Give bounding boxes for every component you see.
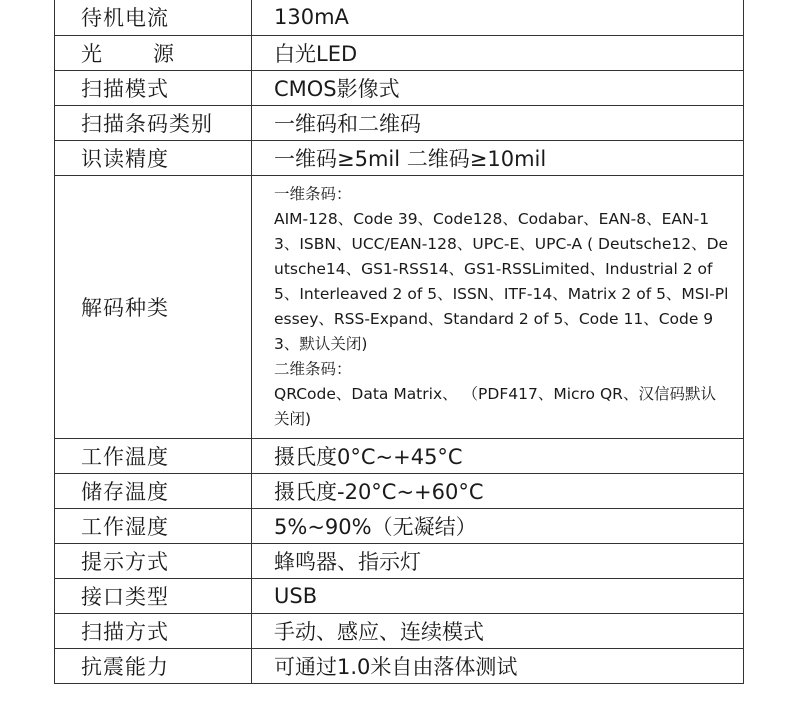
table-row (55, 71, 744, 106)
row-value: 可通过1.0米自由落体测试 (252, 649, 744, 684)
row-label: 解码种类 (55, 176, 252, 439)
row-label: 提示方式 (55, 544, 252, 579)
table-row (55, 579, 744, 614)
row-value: 一维码≥5mil 二维码≥10mil (252, 141, 744, 176)
row-value: CMOS影像式 (252, 71, 744, 106)
row-value: 摄氏度0°C~+45°C (252, 439, 744, 474)
table-row (55, 439, 744, 474)
decode-heading-1d: 一维条码： (274, 185, 352, 203)
row-label (55, 36, 252, 71)
row-value: 摄氏度-20°C~+60°C (252, 474, 744, 509)
decode-heading-2d: 二维条码： (274, 360, 352, 378)
table-row (55, 36, 744, 71)
row-label: 工作湿度 (55, 509, 252, 544)
row-label: 扫描条码类别 (55, 106, 252, 141)
table-row (55, 614, 744, 649)
decode-list-1d: AIM-128、Code 39、Code128、Codabar、EAN-8、EAN-13、ISBN、UCC/EAN-128、UPC-E、UPC-A ( Deutsche12、Deutsche14、GS1-RSS14、GS1-RSSLimited、Industrial 2 of 5、Interleaved 2 of 5、ISSN、ITF-14、Matrix 2 of 5、MSI-Plessey、RSS-Expand、Standard 2 of 5、Code 11、Code 93、默认关闭) (274, 210, 729, 353)
table-row (55, 106, 744, 141)
row-value: 手动、感应、连续模式 (252, 614, 744, 649)
spec-table (54, 0, 744, 684)
table-row (55, 544, 744, 579)
table-row (55, 0, 744, 36)
row-label: 识读精度 (55, 141, 252, 176)
row-label: 扫描方式 (55, 614, 252, 649)
row-value: 5%~90%（无凝结） (252, 509, 744, 544)
row-value: 蜂鸣器、指示灯 (252, 544, 744, 579)
row-label-part: 源 (153, 42, 175, 66)
row-label: 接口类型 (55, 579, 252, 614)
row-value: USB (252, 579, 744, 614)
row-label: 工作温度 (55, 439, 252, 474)
row-value: 一维码和二维码 (252, 106, 744, 141)
row-label: 扫描模式 (55, 71, 252, 106)
table-row (55, 509, 744, 544)
row-label-part: 光 (81, 42, 103, 66)
row-value: 白光LED (252, 36, 744, 71)
decode-list-2d: QRCode、Data Matrix、 （PDF417、Micro QR、汉信码默认关闭) (274, 385, 716, 428)
decode-types-cell (252, 176, 744, 439)
row-label: 储存温度 (55, 474, 252, 509)
table-row (55, 649, 744, 684)
table-row (55, 474, 744, 509)
table-row (55, 141, 744, 176)
row-value: 130mA (252, 0, 744, 36)
row-label: 抗震能力 (55, 649, 252, 684)
row-label: 待机电流 (55, 0, 252, 36)
table-row (55, 176, 744, 439)
